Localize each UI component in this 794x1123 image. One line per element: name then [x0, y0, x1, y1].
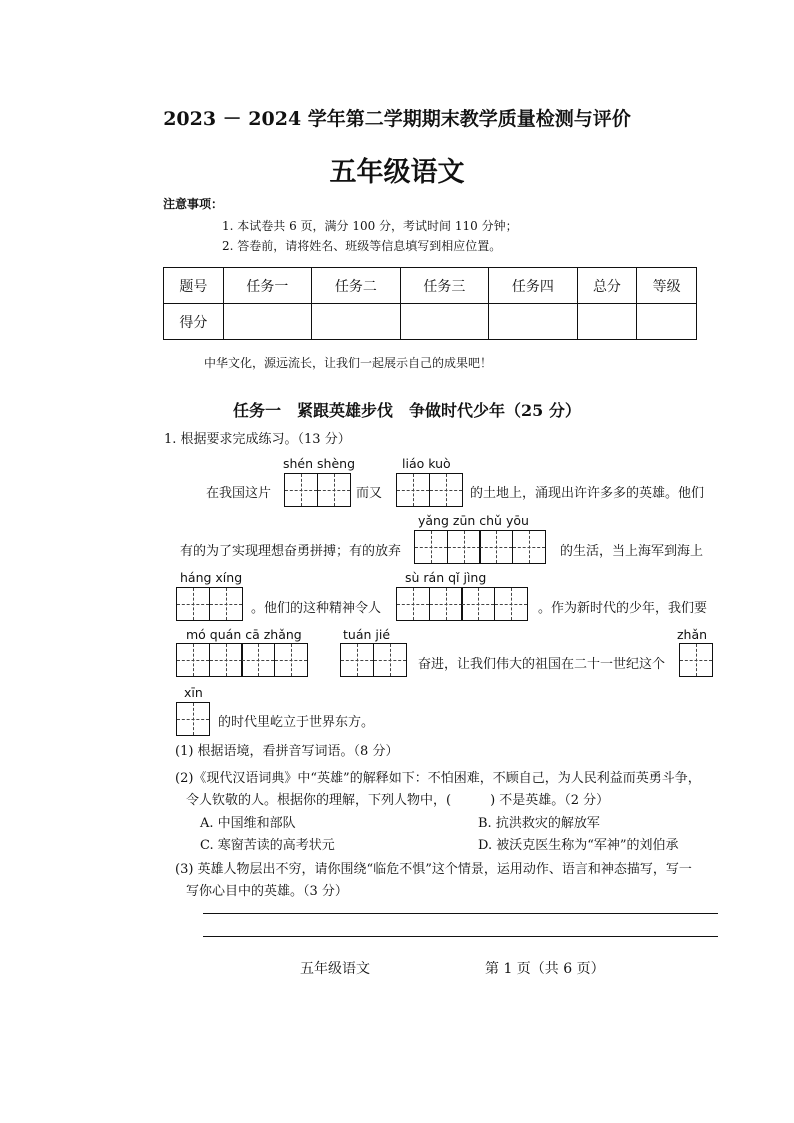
pinyin-label: zhǎn: [677, 627, 708, 642]
sub-question: 令人钦敬的人。根据你的理解，下列人物中，( ) 不是英雄。（2 分）: [186, 793, 610, 808]
sub-question: (1) 根据语境，看拼音写词语。（8 分）: [175, 744, 399, 759]
notice-item: 1. 本试卷共 6 页，满分 100 分，考试时间 110 分钟；: [222, 219, 518, 233]
intro-text: 中华文化，源远流长，让我们一起展示自己的成果吧！: [204, 356, 493, 370]
table-header-cell: 总分: [577, 268, 637, 304]
score-cell[interactable]: [637, 304, 697, 340]
writing-grid[interactable]: [340, 643, 407, 677]
writing-grid[interactable]: [679, 643, 713, 677]
table-header-row: [164, 268, 697, 304]
passage-text: 有的为了实现理想奋勇拼搏；有的放弃: [180, 544, 402, 559]
section-title: 任务一 紧跟英雄步伐 争做时代少年（25 分）: [233, 401, 581, 420]
pinyin-label: tuán jié: [343, 627, 391, 642]
writing-grid[interactable]: [176, 702, 210, 736]
table-header-cell: 等级: [637, 268, 697, 304]
writing-grid[interactable]: [176, 643, 308, 677]
writing-grid[interactable]: [396, 473, 463, 507]
table-header-cell: 任务三: [400, 268, 488, 304]
page-number: 第 1 页（共 6 页）: [485, 961, 605, 977]
table-header-cell: 任务一: [223, 268, 311, 304]
score-cell[interactable]: [577, 304, 637, 340]
writing-grid[interactable]: [396, 587, 528, 621]
score-cell[interactable]: [489, 304, 577, 340]
writing-grid[interactable]: [284, 473, 351, 507]
option-d[interactable]: D. 被沃克医生称为“军神”的刘伯承: [478, 838, 679, 853]
exam-title: 2023 － 2024 学年第二学期期末教学质量检测与评价: [163, 108, 631, 130]
option-b[interactable]: B. 抗洪救灾的解放军: [478, 816, 600, 831]
score-cell[interactable]: [400, 304, 488, 340]
pinyin-label: xīn: [184, 685, 203, 700]
passage-text: 的生活，当上海军到海上: [560, 544, 704, 559]
question-title: 1. 根据要求完成练习。（13 分）: [164, 432, 351, 447]
passage-text: 而又: [356, 486, 383, 501]
notice-heading: 注意事项：: [163, 197, 224, 211]
score-table: [163, 267, 697, 340]
option-a[interactable]: A. 中国维和部队: [200, 816, 296, 831]
passage-text: 的土地上，涌现出许许多多的英雄。他们: [470, 486, 705, 501]
option-c[interactable]: C. 寒窗苦读的高考状元: [200, 838, 335, 853]
pinyin-label: liáo kuò: [402, 456, 451, 471]
pinyin-label: shén shèng: [283, 456, 356, 471]
pinyin-label: yǎng zūn chǔ yōu: [418, 513, 529, 528]
row-label: 得分: [164, 304, 224, 340]
table-header-cell: 任务二: [312, 268, 400, 304]
table-header-cell: 任务四: [489, 268, 577, 304]
pinyin-label: háng xíng: [180, 570, 243, 585]
score-cell[interactable]: [223, 304, 311, 340]
passage-text: 。他们的这种精神令人: [251, 601, 382, 616]
notice-item: 2. 答卷前，请将姓名、班级等信息填写到相应位置。: [222, 239, 502, 253]
table-header-cell: 题号: [164, 268, 224, 304]
pinyin-label: sù rán qǐ jìng: [405, 570, 487, 585]
passage-text: 奋进，让我们伟大的祖国在二十一世纪这个: [418, 657, 666, 672]
sub-question: 写你心目中的英雄。（3 分）: [186, 884, 348, 899]
answer-line[interactable]: [203, 936, 718, 937]
writing-grid[interactable]: [414, 530, 546, 564]
score-cell[interactable]: [312, 304, 400, 340]
writing-grid[interactable]: [176, 587, 243, 621]
passage-text: 。作为新时代的少年，我们要: [538, 601, 708, 616]
sub-question: (3) 英雄人物层出不穷，请你围绕“临危不惧”这个情景，运用动作、语言和神态描写，写一: [175, 862, 692, 877]
exam-subtitle: 五年级语文: [329, 157, 465, 188]
footer-subject: 五年级语文: [300, 961, 370, 977]
passage-text: 在我国这片: [206, 486, 272, 501]
answer-line[interactable]: [203, 913, 718, 914]
passage-text: 的时代里屹立于世界东方。: [218, 715, 375, 730]
table-row: [164, 304, 697, 340]
sub-question: (2)《现代汉语词典》中“英雄”的解释如下：不怕困难，不顾自己，为人民利益而英勇斗争，: [175, 771, 701, 786]
pinyin-label: mó quán cā zhǎng: [186, 627, 302, 642]
